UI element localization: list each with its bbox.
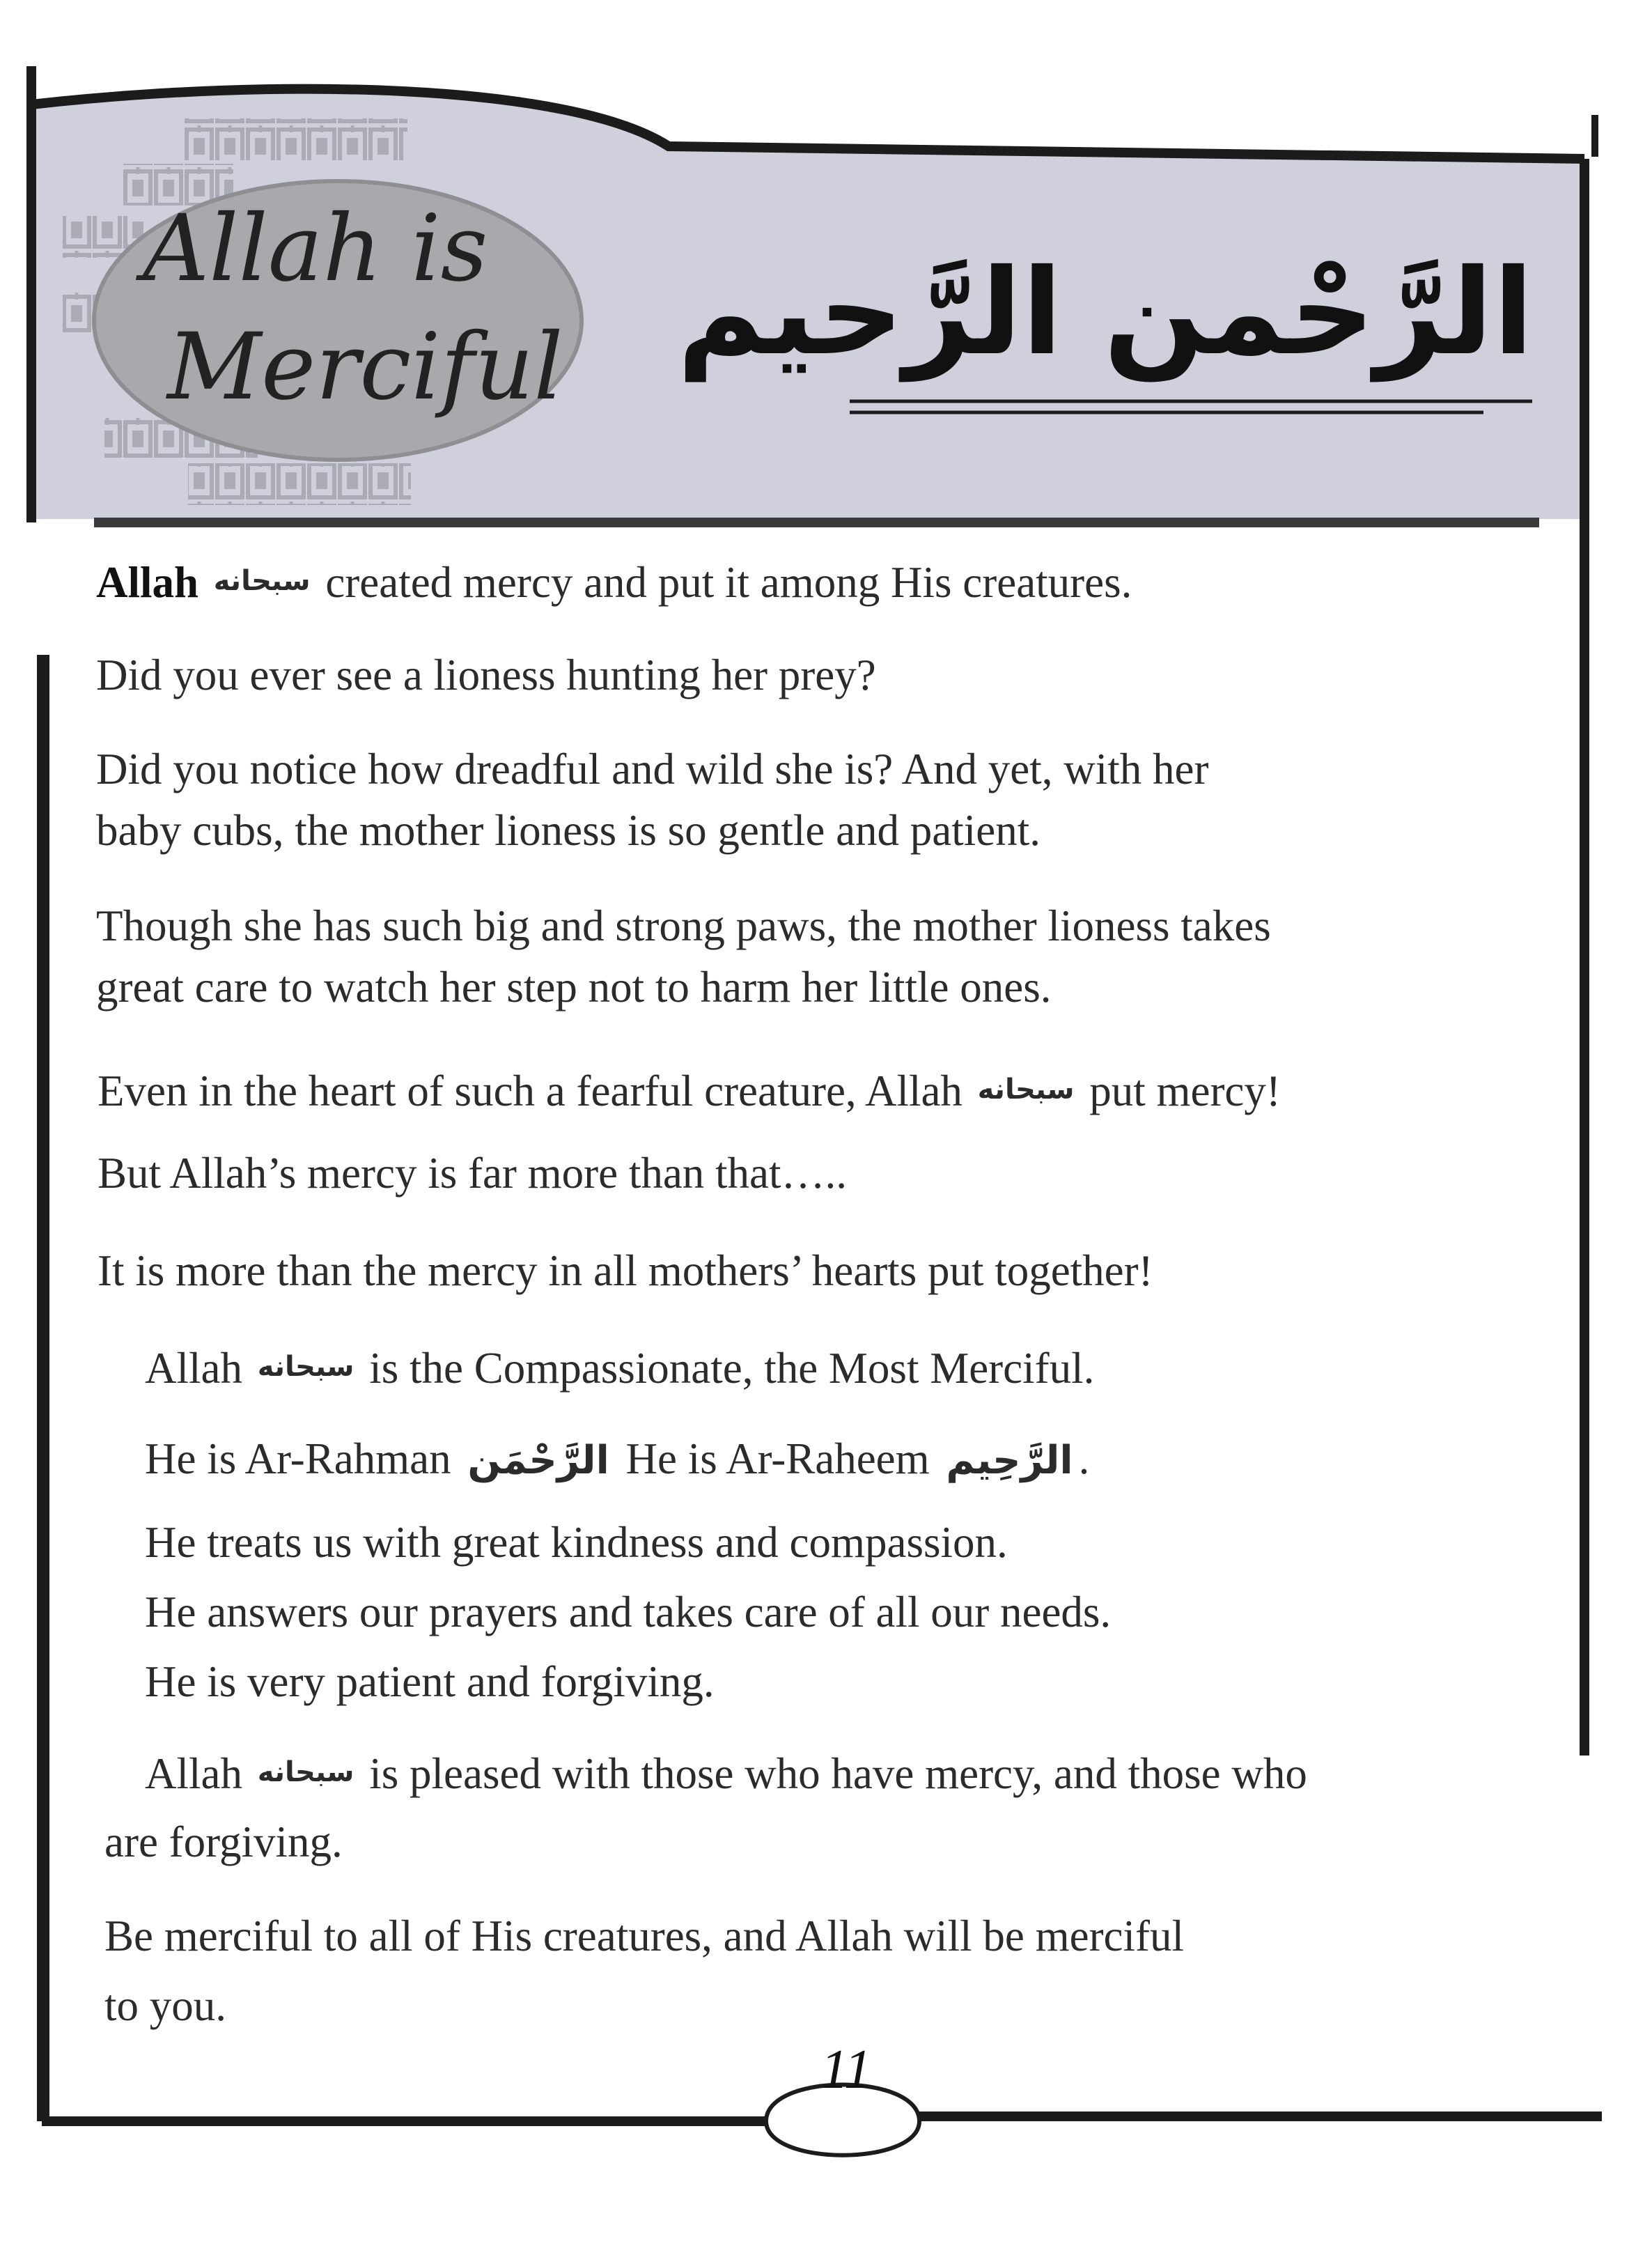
period: . — [1078, 1434, 1090, 1483]
paragraph-3-line-1: Did you notice how dreadful and wild she is? And yet, with her — [96, 745, 1209, 793]
paragraph-11: He answers our prayers and takes care of all our needs. — [145, 1588, 1112, 1636]
arabic-title: الرَّحْمن الرَّحيم — [677, 244, 1534, 382]
paragraph-4-line-1: Though she has such big and strong paws, the mother lioness takes — [96, 901, 1271, 950]
ar-raheem-arabic: الرَّحِيم — [946, 1438, 1073, 1483]
title-line-1: Allah is — [143, 195, 488, 302]
ar-raheem-label: He is Ar-Raheem — [625, 1434, 930, 1483]
paragraph-8-text-a: Allah — [145, 1344, 242, 1393]
paragraph-12: He is very patient and forgiving. — [145, 1657, 715, 1706]
paragraph-13-text-a: Allah — [145, 1749, 242, 1798]
paragraph-10: He treats us with great kindness and compassion. — [145, 1518, 1008, 1567]
paragraph-13-line-1 — [145, 1742, 1307, 1804]
paragraph-13-text-b: is pleased with those who have mercy, and those who — [369, 1749, 1307, 1798]
paragraph-5 — [98, 1059, 1281, 1122]
allah-bold: Allah — [96, 558, 199, 607]
paragraph-2: Did you ever see a lioness hunting her prey? — [96, 651, 876, 699]
paragraph-5-text-a: Even in the heart of such a fearful creature, Allah — [98, 1067, 963, 1115]
paragraph-3-line-2: baby cubs, the mother lioness is so gentle and patient. — [96, 806, 1041, 855]
title-line-2: Merciful — [167, 313, 563, 421]
paragraph-8 — [145, 1336, 1094, 1399]
honorific-icon: سبحانه — [257, 1756, 354, 1788]
paragraph-13-line-2: are forgiving. — [104, 1818, 343, 1866]
paragraph-1-text: created mercy and put it among His creatures. — [325, 558, 1132, 607]
paragraph-14-line-1: Be merciful to all of His creatures, and Allah will be merciful — [104, 1912, 1184, 1960]
paragraph-7: It is more than the mercy in all mothers’ hearts put together! — [98, 1246, 1153, 1295]
paragraph-5-text-b: put mercy! — [1089, 1067, 1281, 1115]
paragraph-4-line-2: great care to watch her step not to harm her little ones. — [96, 963, 1052, 1012]
paragraph-1 — [96, 550, 1132, 613]
honorific-icon: سبحانه — [213, 565, 311, 597]
ar-rahman-arabic: الرَّحْمَن — [467, 1438, 609, 1483]
paragraph-14-line-2: to you. — [104, 1981, 227, 2030]
honorific-icon: سبحانه — [977, 1074, 1075, 1106]
ar-rahman-label: He is Ar-Rahman — [145, 1434, 451, 1483]
paragraph-9 — [145, 1428, 1089, 1491]
paragraph-6: But Allah’s mercy is far more than that….. — [98, 1149, 848, 1198]
page-number: 11 — [820, 2039, 873, 2100]
honorific-icon: سبحانه — [257, 1351, 354, 1383]
paragraph-8-text-b: is the Compassionate, the Most Merciful. — [369, 1344, 1095, 1393]
